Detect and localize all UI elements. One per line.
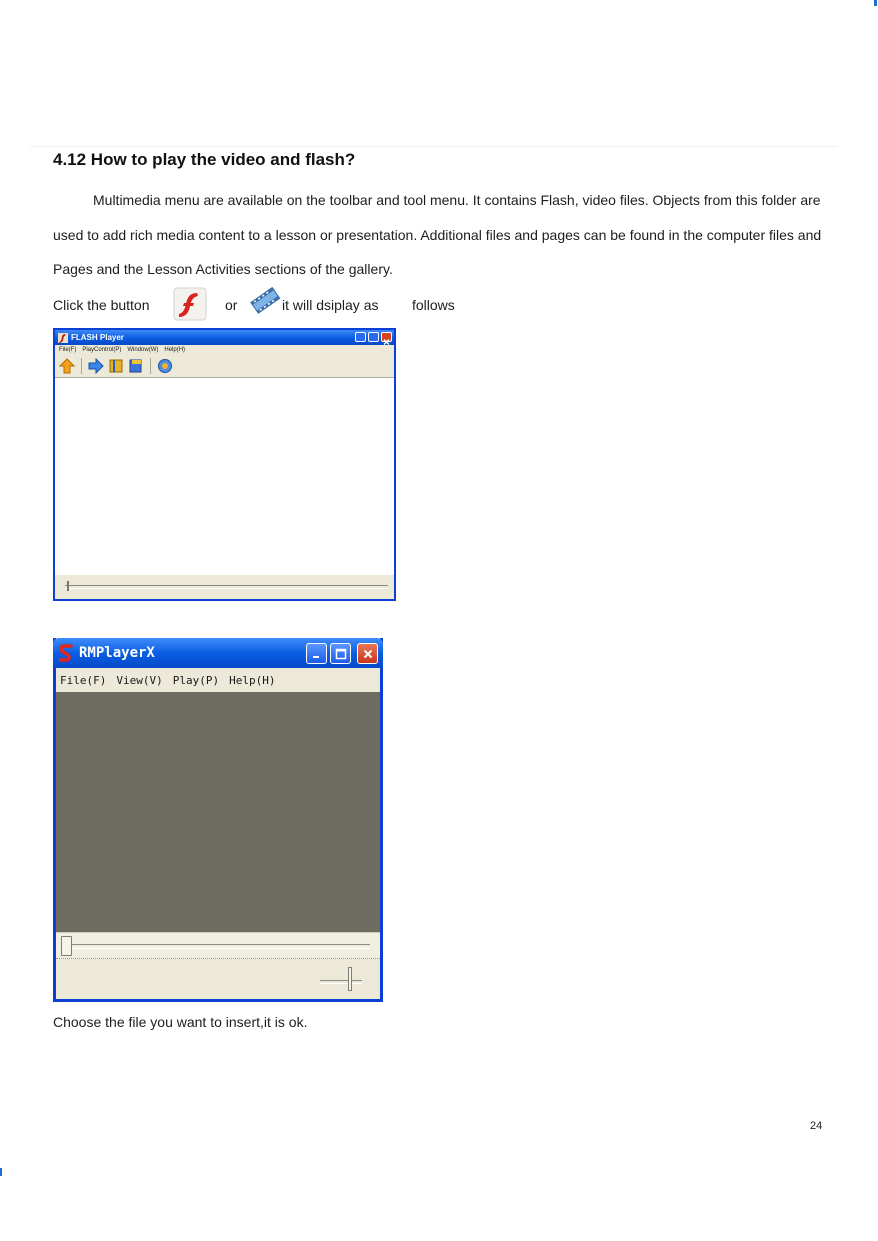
flash-seek-slider[interactable] [61,581,388,591]
close-button[interactable] [381,332,392,342]
book-icon [108,358,124,374]
menu-help[interactable]: Help(H) [164,347,186,353]
flash-window-title: FLASH Player [71,333,124,342]
flash-toolbar [55,355,394,378]
flash-app-icon [58,333,68,343]
minimize-button[interactable] [355,332,366,342]
volume-thumb[interactable] [348,967,352,991]
maximize-button[interactable] [368,332,379,342]
toolbar-web-button[interactable] [157,358,173,374]
close-icon [382,338,391,346]
close-icon [362,648,374,660]
toolbar-forward-button[interactable] [88,358,104,374]
maximize-button[interactable] [330,643,351,664]
flash-player-window [53,328,396,601]
toolbar-notebook-button[interactable] [128,358,144,374]
rm-seek-slider[interactable] [56,932,380,959]
menu-play[interactable]: Play(P) [172,673,220,687]
rm-menubar [56,668,380,693]
video-display-area[interactable] [56,692,380,932]
section-heading: 4.12 How to play the video and flash? [53,150,356,169]
menu-window[interactable]: Window(W) [127,347,159,353]
menu-file[interactable]: File(F) [59,347,77,353]
click-follows: follows [412,297,455,313]
minimize-button[interactable] [306,643,327,664]
intro-paragraph: Multimedia menu are available on the toolbar and tool menu. It contains Flash, video files. Objects from this folder are used to add rich media content to a lesson or presentation. Additional files and pages can be found in the computer files and Pages and the Lesson Activities sections of the gallery. [53,192,822,277]
video-film-icon[interactable] [249,285,281,315]
rm-seek-thumb[interactable] [61,936,72,956]
toolbar-separator [81,358,82,374]
click-suffix: it will dsiplay as [282,297,379,313]
volume-track [320,980,362,984]
maximize-icon [335,648,347,660]
caption-text: Choose the file you want to insert,it is ok. [53,1014,308,1030]
click-or: or [225,297,238,313]
click-prefix: Click the button [53,297,150,313]
rm-titlebar[interactable] [53,638,383,668]
page-number: 24 [810,1120,823,1132]
flash-icon[interactable] [173,287,207,321]
rmplayerx-window [53,638,383,1002]
rm-seek-track [64,944,370,949]
menu-view[interactable]: View(V) [116,673,163,687]
globe-icon [157,358,173,374]
up-arrow-icon [59,358,75,374]
top-rule [30,146,838,147]
right-arrow-icon [88,358,104,374]
flash-menubar [55,345,394,355]
menu-help[interactable]: Help(H) [229,673,276,687]
scan-edge-mark [874,0,877,6]
menu-playcontrol[interactable]: PlayControl(P) [82,347,122,353]
flash-titlebar[interactable] [55,330,394,345]
flash-seek-track [65,585,388,589]
flash-seek-thumb[interactable] [67,581,69,591]
flash-content-area[interactable] [55,378,394,575]
rm-controls-panel [56,959,380,999]
toolbar-up-button[interactable] [59,358,75,374]
scan-edge-mark [0,1168,2,1176]
close-button[interactable] [357,643,378,664]
toolbar-book-button[interactable] [108,358,124,374]
toolbar-separator [150,358,151,374]
notebook-icon [128,358,144,374]
rm-window-title: RMPlayerX [79,645,155,661]
minimize-icon [311,648,323,660]
menu-file[interactable]: File(F) [60,673,107,687]
rm-app-icon [59,644,73,662]
